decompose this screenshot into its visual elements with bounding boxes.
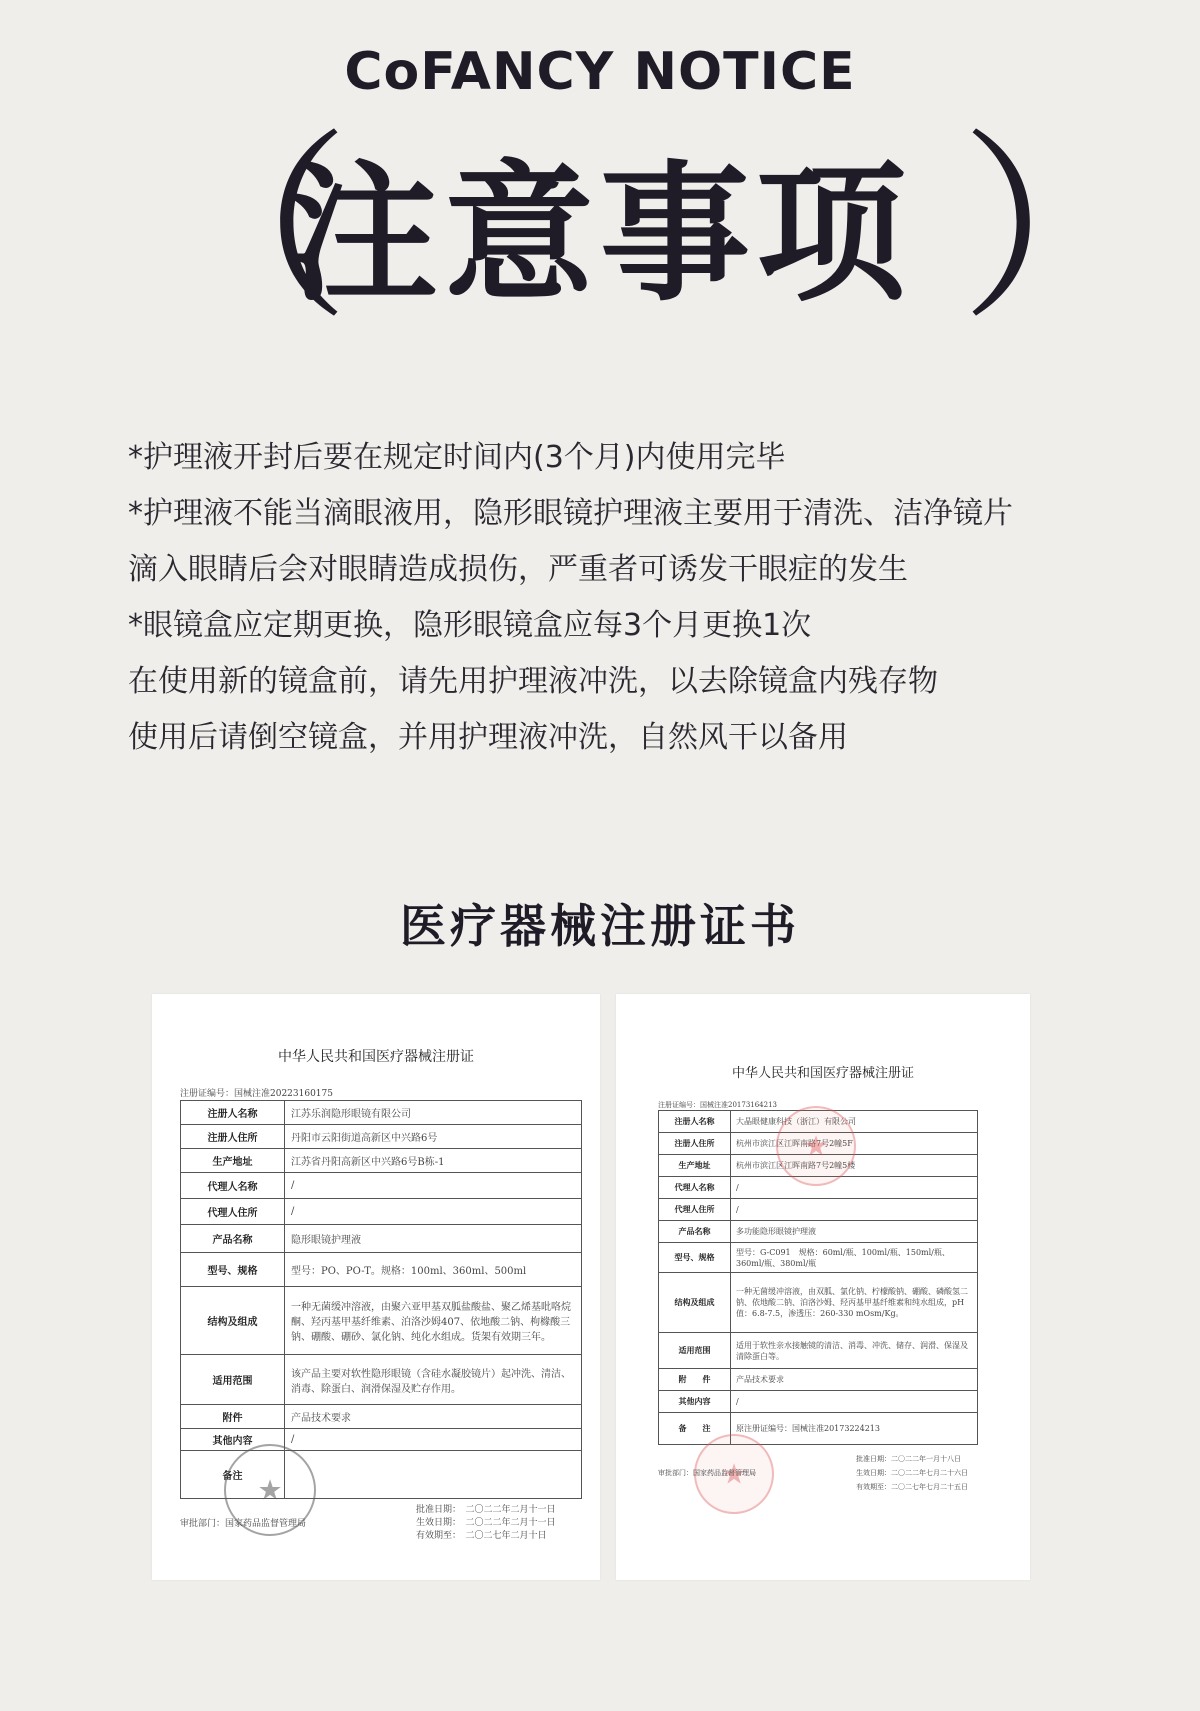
field-value: 多功能隐形眼镜护理液 bbox=[731, 1221, 978, 1243]
effective-date: 生效日期：二〇二二年七月二十六日 bbox=[856, 1469, 968, 1477]
right-paren: ） bbox=[960, 113, 1161, 346]
star-icon: ★ bbox=[803, 1129, 829, 1163]
field-value: 产品技术要求 bbox=[731, 1369, 978, 1391]
field-value bbox=[285, 1451, 582, 1499]
note-line: *护理液不能当滴眼液用，隐形眼镜护理液主要用于清洗、洁净镜片 bbox=[128, 496, 1013, 531]
certificate-title: 中华人民共和国医疗器械注册证 bbox=[731, 1066, 914, 1081]
field-value: 该产品主要对软性隐形眼镜（含硅水凝胶镜片）起冲洗、清洁、消毒、除蛋白、润滑保湿及贮存作用。 bbox=[285, 1355, 582, 1405]
field-value: / bbox=[285, 1199, 582, 1225]
field-key: 产品名称 bbox=[659, 1221, 731, 1243]
notes-list bbox=[128, 430, 1088, 766]
field-key: 代理人住所 bbox=[181, 1199, 285, 1225]
star-icon: ★ bbox=[257, 1473, 283, 1507]
field-key: 其他内容 bbox=[659, 1391, 731, 1413]
certificate-2 bbox=[616, 994, 1030, 1580]
field-key: 注册人住所 bbox=[659, 1133, 731, 1155]
field-key: 代理人住所 bbox=[659, 1199, 731, 1221]
certificate-1 bbox=[152, 994, 600, 1580]
approving-authority: 审批部门：国家药品监督管理局 bbox=[658, 1469, 756, 1477]
page-title: 注意事项 bbox=[287, 148, 912, 322]
note-line: *眼镜盒应定期更换，隐形眼镜盒应每3个月更换1次 bbox=[128, 608, 812, 643]
field-key: 备 注 bbox=[659, 1413, 731, 1445]
field-key: 附 件 bbox=[659, 1369, 731, 1391]
field-value: 江苏省丹阳高新区中兴路6号B栋-1 bbox=[285, 1149, 582, 1173]
field-key: 备注 bbox=[181, 1451, 285, 1499]
field-value: / bbox=[731, 1391, 978, 1413]
field-value: 一种无菌缓冲溶液，由双胍、氯化钠、柠檬酸钠、硼酸、磷酸氢二钠、依地酸二钠、泊洛沙姆、羟丙基甲基纤维素和纯水组成，pH值：6.8-7.5，渗透压：260-330 mOsm/Kg。 bbox=[731, 1273, 978, 1333]
approval-date: 批准日期： 二〇二二年二月十一日 bbox=[416, 1505, 556, 1515]
left-paren: （ bbox=[150, 113, 351, 346]
note-line: *护理液开封后要在规定时间内(3个月)内使用完毕 bbox=[128, 440, 786, 475]
certificate-dates bbox=[416, 1504, 556, 1543]
field-value: 大晶眼健康科技（浙江）有限公司 bbox=[731, 1111, 978, 1133]
field-value: / bbox=[285, 1429, 582, 1451]
field-value: 杭州市滨江区江晖南路7号2幢5楼 bbox=[731, 1155, 978, 1177]
certificate-title: 中华人民共和国医疗器械注册证 bbox=[278, 1049, 474, 1065]
field-value: 型号：G-C091 规格：60ml/瓶、100ml/瓶、150ml/瓶、360ml/瓶、380ml/瓶 bbox=[731, 1243, 978, 1273]
field-value: 一种无菌缓冲溶液，由聚六亚甲基双胍盐酸盐、聚乙烯基吡咯烷酮、羟丙基甲基纤维素、泊洛沙姆407、依地酸二钠、枸橼酸三钠、硼酸、硼砂、氯化钠、纯化水组成。货架有效期三年。 bbox=[285, 1287, 582, 1355]
brand-title: CoFANCY NOTICE bbox=[344, 42, 856, 102]
field-key: 型号、规格 bbox=[659, 1243, 731, 1273]
field-key: 注册人名称 bbox=[659, 1111, 731, 1133]
approving-authority: 审批部门：国家药品监督管理局 bbox=[180, 1519, 307, 1529]
certificate-dates bbox=[856, 1452, 968, 1494]
note-line: 使用后请倒空镜盒，并用护理液冲洗，自然风干以备用 bbox=[128, 720, 848, 755]
field-key: 注册人住所 bbox=[181, 1125, 285, 1149]
field-key: 结构及组成 bbox=[181, 1287, 285, 1355]
field-key: 代理人名称 bbox=[659, 1177, 731, 1199]
approval-date: 批准日期：二〇二二年一月十八日 bbox=[856, 1455, 961, 1463]
field-value: / bbox=[731, 1177, 978, 1199]
field-key: 其他内容 bbox=[181, 1429, 285, 1451]
expiry-date: 有效期至：二〇二七年七月二十五日 bbox=[856, 1483, 968, 1491]
field-value: 产品技术要求 bbox=[285, 1405, 582, 1429]
field-value: / bbox=[731, 1199, 978, 1221]
field-value: 丹阳市云阳街道高新区中兴路6号 bbox=[285, 1125, 582, 1149]
field-value: 原注册证编号：国械注准20173224213 bbox=[731, 1413, 978, 1445]
field-key: 代理人名称 bbox=[181, 1173, 285, 1199]
notice-title bbox=[0, 113, 1200, 346]
registration-number: 注册证编号：国械注准20223160175 bbox=[180, 1089, 333, 1099]
field-key: 适用范围 bbox=[659, 1333, 731, 1369]
effective-date: 生效日期： 二〇二二年二月十一日 bbox=[416, 1518, 556, 1528]
field-key: 注册人名称 bbox=[181, 1101, 285, 1125]
field-key: 结构及组成 bbox=[659, 1273, 731, 1333]
field-key: 适用范围 bbox=[181, 1355, 285, 1405]
field-key: 型号、规格 bbox=[181, 1253, 285, 1287]
field-value: 江苏乐润隐形眼镜有限公司 bbox=[285, 1101, 582, 1125]
field-key: 生产地址 bbox=[181, 1149, 285, 1173]
note-line: 滴入眼睛后会对眼睛造成损伤，严重者可诱发干眼症的发生 bbox=[128, 552, 908, 587]
certificate-table bbox=[180, 1100, 582, 1499]
field-key: 附件 bbox=[181, 1405, 285, 1429]
star-icon: ★ bbox=[721, 1457, 747, 1491]
certificates-heading: 医疗器械注册证书 bbox=[400, 899, 800, 953]
official-seal bbox=[776, 1106, 856, 1186]
field-value: / bbox=[285, 1173, 582, 1199]
field-key: 产品名称 bbox=[181, 1225, 285, 1253]
field-value: 杭州市滨江区江晖南路7号2幢5F bbox=[731, 1133, 978, 1155]
field-value: 型号：PO、PO-T。规格：100ml、360ml、500ml bbox=[285, 1253, 582, 1287]
registration-number: 注册证编号：国械注准20173164213 bbox=[658, 1101, 777, 1109]
note-line: 在使用新的镜盒前，请先用护理液冲洗，以去除镜盒内残存物 bbox=[128, 664, 938, 699]
field-value: 适用于软性亲水接触镜的清洁、消毒、冲洗、储存、润滑、保湿及清除蛋白等。 bbox=[731, 1333, 978, 1369]
field-key: 生产地址 bbox=[659, 1155, 731, 1177]
expiry-date: 有效期至： 二〇二七年二月十日 bbox=[416, 1531, 547, 1541]
field-value: 隐形眼镜护理液 bbox=[285, 1225, 582, 1253]
